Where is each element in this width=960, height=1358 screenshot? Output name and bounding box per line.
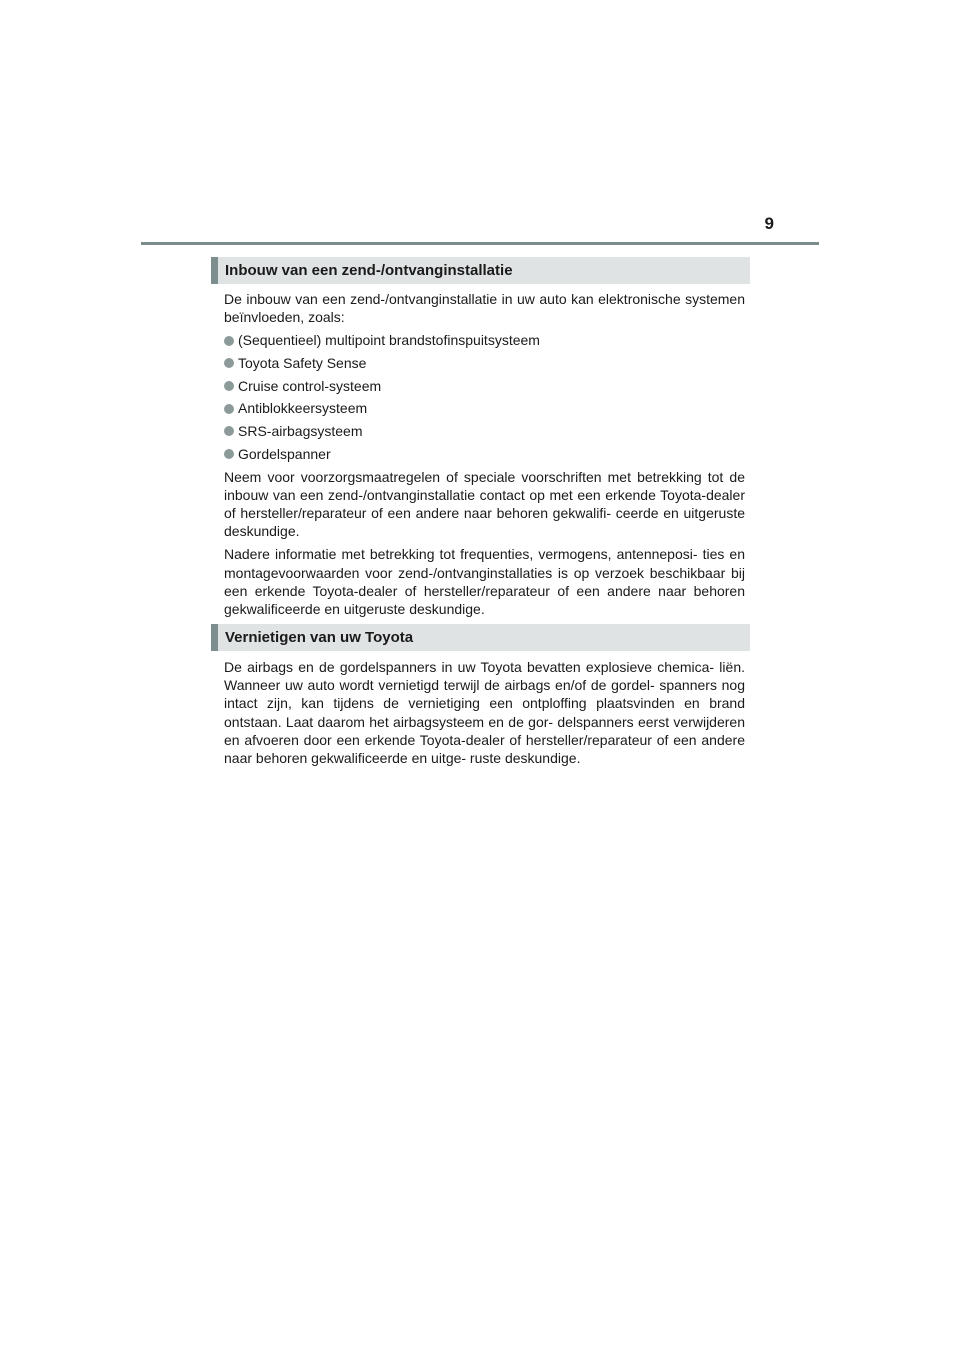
list-item xyxy=(224,399,745,417)
section-heading-text: Inbouw van een zend-/ontvanginstallatie xyxy=(225,262,513,279)
intro-paragraph: De inbouw van een zend-/ontvanginstallatie in uw auto kan elektronische systemen beïnvloeden, zoals: xyxy=(224,291,745,326)
list-item xyxy=(224,331,745,349)
affected-systems-list xyxy=(224,331,745,463)
list-item xyxy=(224,354,745,372)
header-rule xyxy=(141,242,819,245)
body-paragraph: De airbags en de gordelspanners in uw Toyota bevatten explosieve chemica- liën. Wanneer uw auto wordt vernietigd terwijl de airbags en/of de gordel- spanners nog intact zijn, kan tijdens de vernietiging een ontploffing plaatsvinden en brand ontstaan. Laat daarom het airbagsysteem en de gor- delspanners eerst verwijderen en afvoeren door een erkende Toyota-dealer of hersteller/reparateur of een andere naar behoren gekwalificeerde en uitge- ruste deskundige. xyxy=(224,659,745,767)
bullet-dot-icon xyxy=(224,404,234,414)
list-item xyxy=(224,445,745,463)
bullet-dot-icon xyxy=(224,358,234,368)
list-item xyxy=(224,422,745,440)
page-number: 9 xyxy=(764,214,774,233)
bullet-dot-icon xyxy=(224,381,234,391)
bullet-dot-icon xyxy=(224,426,234,436)
section-heading-installation xyxy=(211,257,750,284)
body-paragraph: Neem voor voorzorgsmaatregelen of speciale voorschriften met betrekking tot de inbouw van een zend-/ontvanginstallatie contact op met een erkende Toyota-dealer of hersteller/reparateur of een andere naar behoren gekwalifi- ceerde en uitgeruste deskundige. xyxy=(224,468,745,540)
bullet-dot-icon xyxy=(224,336,234,346)
section-heading-disposal xyxy=(211,624,750,651)
list-item-text: Toyota Safety Sense xyxy=(238,355,367,372)
section-body-disposal xyxy=(224,658,745,772)
list-item-text: Cruise control-systeem xyxy=(238,377,382,394)
list-item xyxy=(224,377,745,395)
bullet-dot-icon xyxy=(224,449,234,459)
list-item-text: SRS-airbagsysteem xyxy=(238,423,363,440)
body-paragraph: Nadere informatie met betrekking tot frequenties, vermogens, antenneposi- ties en montagevoorwaarden voor zend-/ontvanginstallaties is op verzoek beschikbaar bij een erkende Toyota-dealer of hersteller/reparateur of een andere naar behoren gekwalificeerde en uitgeruste deskundige. xyxy=(224,546,745,617)
section-body-installation xyxy=(224,290,745,623)
section-heading-text: Vernietigen van uw Toyota xyxy=(225,629,414,646)
list-item-text: Antiblokkeersysteem xyxy=(238,400,368,417)
list-item-text: (Sequentieel) multipoint brandstofinspuitsysteem xyxy=(238,332,540,349)
list-item-text: Gordelspanner xyxy=(238,445,331,462)
